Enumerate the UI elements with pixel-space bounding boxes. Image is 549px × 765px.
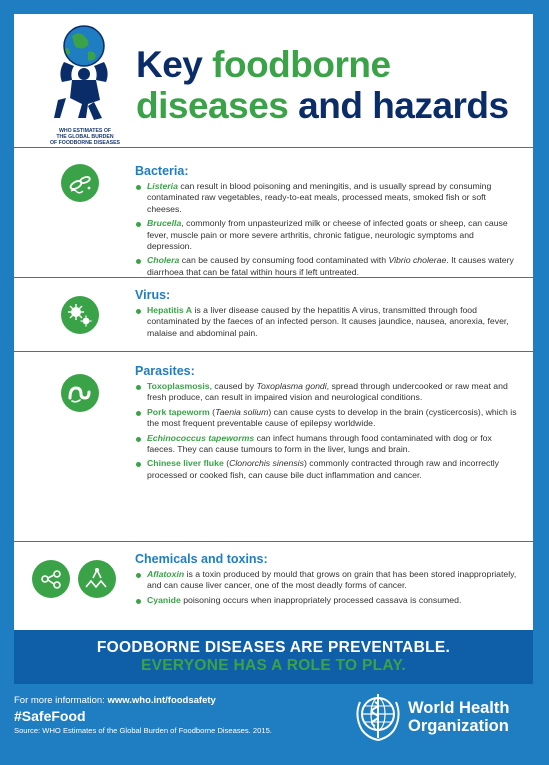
list-item: [135, 305, 520, 339]
logo-caption-line: WHO ESTIMATES OF: [58, 128, 112, 134]
source-note: Source: WHO Estimates of the Global Burden of Foodborne Diseases. 2015.: [14, 726, 272, 735]
list-item: [135, 595, 520, 606]
who-emblem-icon: [353, 688, 403, 744]
bacteria-list: [135, 181, 520, 278]
title-part: and hazards: [288, 85, 509, 126]
infographic-card: [14, 14, 533, 630]
hazard-name: Hepatitis A: [147, 305, 193, 315]
section-parasites: [14, 351, 533, 541]
section-heading: Chemicals and toxins:: [135, 552, 268, 566]
title-part: Key: [136, 44, 213, 85]
list-item: [135, 433, 520, 456]
more-info-link[interactable]: www.who.int/foodsafety: [107, 695, 216, 706]
logo-caption-line: THE GLOBAL BURDEN: [56, 134, 114, 140]
item-text: can result in blood poisoning and meningitis, and is usually spread by consuming contaminated raw vegetables, ready-to-eat meals, processed meats, smoked fish or soft cheeses.: [147, 181, 492, 214]
hazard-name: Chinese liver fluke: [147, 458, 224, 469]
hazard-name: Listeria: [147, 181, 178, 191]
hazard-name: Cyanide: [147, 594, 181, 605]
section-chemicals: [14, 541, 533, 630]
item-text: is a toxin produced by mould that grows on grain that has been stored inappropriately, and can cause liver cancer, one of the most deadly forms of cancer.: [147, 569, 517, 591]
more-info: [14, 695, 344, 706]
item-text: (: [223, 458, 230, 469]
virus-list: [135, 305, 520, 339]
hazard-name: Brucella: [147, 218, 182, 229]
burden-logo: [36, 22, 134, 150]
hazard-name: Pork tapeworm: [147, 406, 210, 417]
logo-caption: [36, 128, 134, 146]
section-heading: Bacteria:: [135, 164, 189, 178]
list-item: [135, 407, 520, 430]
item-text: can infect humans through food contaminated with dog or fox faeces. They can cause tumours to form in the liver, lungs and brain.: [147, 432, 492, 455]
virus-icon: [61, 296, 99, 334]
who-wordmark-line: Organization: [408, 717, 509, 735]
worm-icon: [61, 374, 99, 412]
item-emphasis: Taenia solium: [215, 406, 269, 417]
more-info-label: For more information:: [14, 695, 108, 706]
hazard-name: Toxoplasmosis: [147, 381, 210, 391]
parasites-list: [135, 381, 520, 481]
list-item: [135, 458, 520, 481]
section-virus: [14, 277, 533, 351]
item-text: (: [209, 406, 216, 417]
prevention-banner: [14, 630, 533, 684]
chemical-flask-icon: [32, 560, 70, 598]
hazard-name: Cholera: [147, 255, 180, 266]
title-part: diseases: [136, 85, 289, 126]
chemicals-list: [135, 569, 520, 606]
page-title: [136, 44, 526, 126]
item-text: , spread through undercooked or raw meat and fresh produce, can result in impaired vision and neurological conditions.: [147, 381, 508, 403]
item-text: ) can cause cysts to develop in the brain (cysticercosis), which is the most frequent preventable cause of epilepsy worldwide.: [147, 406, 517, 429]
logo-caption-line: OF FOODBORNE DISEASES: [49, 140, 121, 146]
section-heading: Virus:: [135, 288, 171, 302]
item-emphasis: Clonorchis sinensis: [229, 458, 304, 469]
bacteria-icon: [61, 164, 99, 202]
item-emphasis: Vibrio cholerae: [388, 255, 447, 266]
hazard-name: Aflatoxin: [147, 569, 185, 579]
item-text: ) commonly contracted through raw and incorrectly processed or cooked fish, can cause bile duct inflammation and cancer.: [147, 458, 500, 480]
list-item: [135, 181, 520, 215]
hashtag: #SafeFood: [14, 708, 86, 724]
item-emphasis: Toxoplasma gondi: [256, 381, 327, 391]
banner-line: FOODBORNE DISEASES ARE PREVENTABLE.: [96, 639, 451, 656]
hazard-name: Echinococcus tapeworms: [147, 432, 255, 443]
who-wordmark-line: World Health: [408, 699, 510, 717]
banner-line: EVERYONE HAS A ROLE TO PLAY.: [140, 657, 407, 674]
list-item: [135, 381, 520, 404]
atlas-globe-icon: [36, 22, 134, 126]
section-heading: Parasites:: [135, 364, 195, 378]
item-text: , commonly from unpasteurized milk or cheese of infected goats or sheep, can cause fever, muscle pain or more severe arthritis, chronic fatigue, neurologic symptoms and depression.: [147, 218, 508, 252]
list-item: [135, 569, 520, 592]
footer-info: [14, 695, 344, 735]
list-item: [135, 218, 520, 252]
item-text: , caused by: [209, 381, 257, 391]
item-text: is a liver disease caused by the hepatitis A virus, transmitted through food contaminated by the faeces of an infected person. It causes jaundice, nausea, anorexia, fever, malaise and abdominal pain.: [147, 305, 509, 338]
item-text: poisoning occurs when inappropriately processed cassava is consumed.: [180, 594, 462, 605]
molecule-icon: [78, 560, 116, 598]
title-part: foodborne: [212, 44, 391, 85]
item-text: can be caused by consuming food contaminated with: [179, 255, 389, 266]
list-item: [135, 255, 520, 278]
who-wordmark: [408, 699, 509, 735]
item-text: . It causes watery diarrhoea that can be fatal within hours if left untreated.: [147, 255, 514, 277]
section-bacteria: [14, 147, 533, 277]
